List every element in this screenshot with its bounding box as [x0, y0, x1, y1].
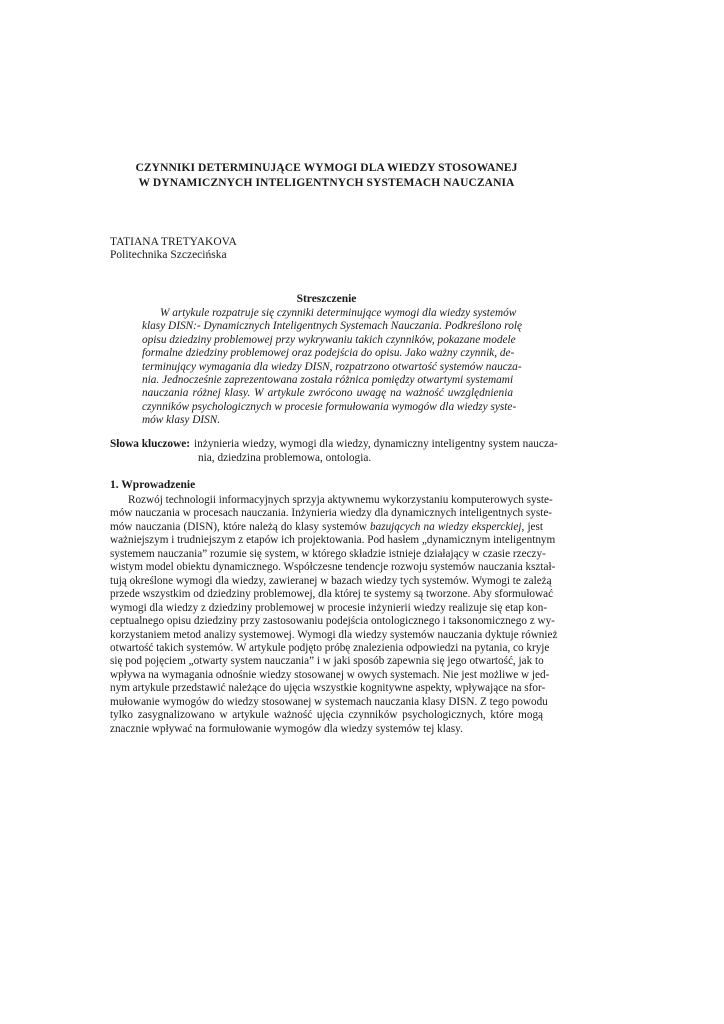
abstract-line: mów klasy DISN. — [142, 414, 221, 427]
abstract-line: czynników psychologicznych w procesie formułowania wymogów dla wiedzy syste- — [142, 400, 517, 413]
body-line: tylko zasygnalizowano w artykule ważność ujęcia czynników psychologicznych, które mogą — [110, 709, 543, 722]
abstract-line: nia. Jednocześnie zaprezentowana została różnica pomiędzy otwartymi systemami — [142, 374, 514, 387]
keywords-text — [194, 438, 558, 452]
body-line-part: mów nauczania (DISN), które należą do klasy systemów — [110, 520, 371, 533]
abstract-heading: Streszczenie — [296, 293, 357, 305]
body-line: wpływa na wymagania odnośnie wiedzy stosowanej w owych systemach. Nie jest możliwe w jed- — [110, 668, 550, 681]
author-name: TATIANA TRETYAKOVA — [110, 236, 237, 248]
body-line: nym artykule przedstawić należące do ujęcia wszystkie kognitywne aspekty, wpływające na sfor- — [110, 682, 546, 695]
abstract-line: klasy DISN:- Dynamicznych Inteligentnych Systemach Nauczania. Podkreślono rolę — [142, 320, 523, 333]
title-line-1: CZYNNIKI DETERMINUJĄCE WYMOGI DLA WIEDZY STOSOWANEJ — [135, 162, 518, 174]
body-line: systemem nauczania” rozumie się system, w którego składzie istnieje działający w czasie rzeczy- — [110, 547, 546, 560]
abstract-line: nauczania różnej klasy. W artykule zwrócono uwagę na ważność uwzględnienia — [142, 387, 513, 400]
body-line: znacznie wpływać na formułowanie wymogów dla wiedzy systemów tej klasy. — [110, 722, 463, 735]
title-line-2: W DYNAMICZNYCH INTELIGENTNYCH SYSTEMACH NAUCZANIA — [138, 177, 515, 189]
body-line: wymogi dla wiedzy z dziedziny problemowej w procesie inżynierii wiedzy realizuje się etap kon- — [110, 601, 548, 614]
abstract-line: formalne dziedziny problemowej oraz podejścia do opisu. Jako ważny czynnik, de- — [142, 347, 515, 360]
body-line: wistym model obiektu dynamicznego. Współczesne tendencje rozwoju systemów nauczania kształ- — [110, 561, 556, 574]
keywords-line: inżynieria wiedzy, wymogi dla wiedzy, dynamiczny inteligentny system naucza- — [194, 438, 558, 450]
body-line: Rozwój technologii informacyjnych sprzyja aktywnemu wykorzystaniu komputerowych syste- — [128, 494, 553, 506]
body-line: ceptualnego opisu dziedziny przy zastosowaniu podejścia ontologicznego i taksonomicznego z wy- — [110, 615, 555, 628]
paper-title — [110, 161, 543, 191]
body-line: korzystaniem metod analizy systemowej. Wymogi dla wiedzy systemów nauczania dyktuje również — [110, 628, 558, 641]
author-affiliation: Politechnika Szczecińska — [110, 249, 227, 261]
keywords-line-2: nia, dziedzina problemowa, ontologia. — [198, 452, 372, 464]
keywords — [110, 438, 558, 452]
abstract-line: opisu dziedziny problemowej przy wykrywaniu takich czynników, pokazane modele — [142, 333, 516, 346]
body-line: mułowanie wymogów do wiedzy stosowanej w systemach nauczania klasy DISN. Z tego powodu — [110, 695, 548, 708]
abstract-line: terminujący wymagania dla wiedzy DISN, rozpatrzono otwartość systemów naucza- — [142, 360, 522, 373]
abstract-line: W artykule rozpatruje się czynniki determinujące wymogi dla wiedzy systemów — [160, 307, 517, 319]
body-text — [110, 494, 558, 736]
body-line-part: , jest — [521, 520, 543, 533]
abstract-body — [142, 307, 523, 428]
body-line: się pod pojęciem „otwarty system nauczania” i w jaki sposób zapewnia się jego otwartość, jak to — [110, 655, 544, 668]
body-line-emphasis: bazujących na wiedzy eksperckiej — [370, 520, 522, 533]
section-heading: 1. Wprowadzenie — [110, 479, 196, 491]
keywords-label: Słowa kluczowe: — [110, 438, 191, 450]
body-line: tują określone wymogi dla wiedzy, zawieranej w bazach wiedzy tych systemów. Wymogi te zależą — [110, 574, 552, 587]
body-line — [110, 521, 543, 534]
body-line: mów nauczania w procesach nauczania. Inżynieria wiedzy dla dynamicznych inteligentnych syste- — [110, 507, 553, 520]
body-line: otwartość takich systemów. W artykule podjęto próbę znalezienia odpowiedzi na pytania, co kryje — [110, 641, 550, 654]
body-line: przede wszystkim od dziedziny problemowej, dla której te systemy są tworzone. Aby sformułować — [110, 588, 554, 601]
body-line: ważniejszym i trudniejszym z etapów ich projektowania. Pod hasłem „dynamicznym inteligentnym — [110, 534, 556, 547]
